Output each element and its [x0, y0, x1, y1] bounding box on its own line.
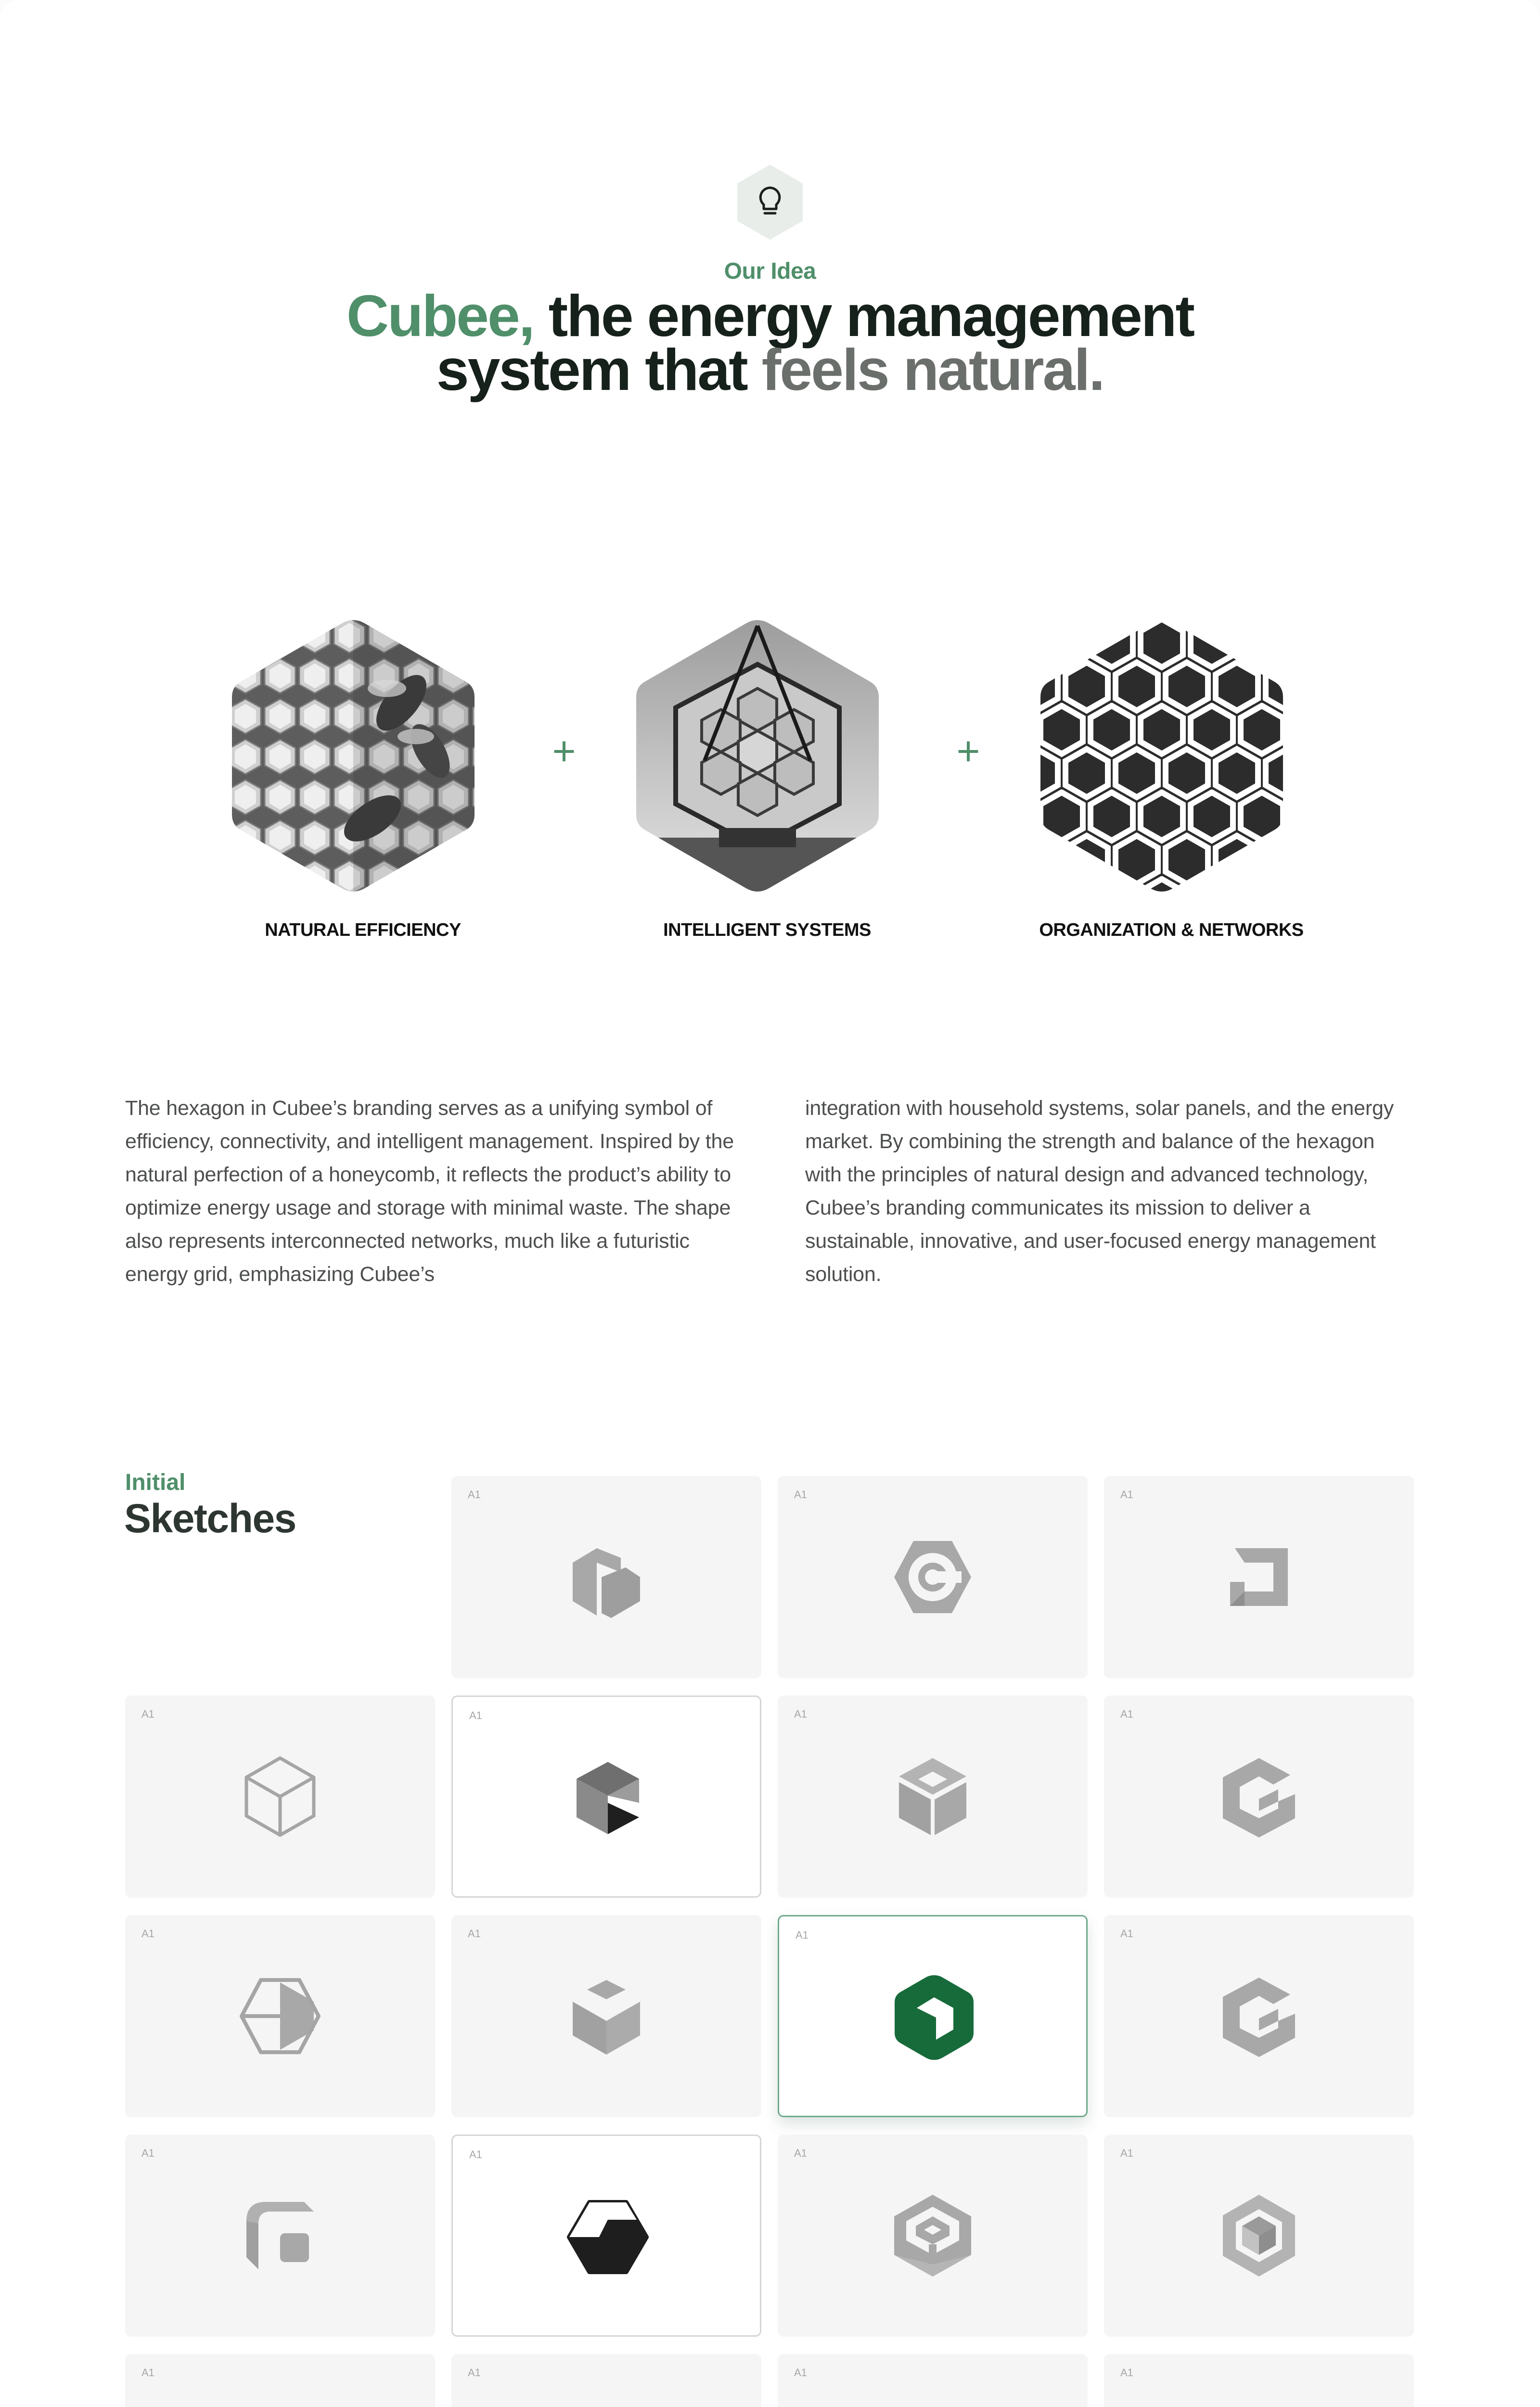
tile-tag: A1 [1120, 1928, 1133, 1940]
headline-main: the energy management system that [436, 283, 1194, 402]
sketch-tile[interactable] [778, 1476, 1088, 1678]
sketch-tile[interactable] [778, 2354, 1088, 2407]
tile-tag: A1 [468, 2367, 481, 2379]
headline-accent: Cubee, [346, 283, 534, 349]
pillar-label: ORGANIZATION & NETWORKS [1039, 920, 1304, 940]
plus-sign: + [552, 728, 576, 774]
pillar-label: INTELLIGENT SYSTEMS [663, 920, 871, 940]
sketch-tile[interactable] [451, 1695, 761, 1898]
section-eyebrow: Our Idea [724, 259, 816, 284]
rounded-block-icon [232, 2187, 328, 2284]
tile-tag: A1 [1120, 1708, 1133, 1720]
hex-maze-icon [885, 2187, 981, 2284]
tile-tag: A1 [469, 1709, 482, 1721]
sketch-tile[interactable] [451, 2135, 761, 2337]
cubee-final-logo-icon [886, 1969, 982, 2066]
folded-block-icon [558, 1529, 654, 1625]
sketch-tile[interactable] [1104, 1915, 1414, 2117]
hex-cube-outline-icon [232, 1968, 328, 2064]
isometric-ring-icon [1211, 2187, 1307, 2284]
telescope-mirror-photo [632, 616, 883, 895]
sketch-tile[interactable] [1104, 1695, 1414, 1898]
tile-tag: A1 [468, 1488, 481, 1501]
tile-tag: A1 [1120, 2147, 1133, 2159]
open-cube-icon [885, 1748, 981, 1845]
tile-tag: A1 [1120, 1488, 1133, 1501]
sketch-tile[interactable] [125, 2354, 435, 2407]
hex-g-icon [1211, 1968, 1307, 2064]
cube-play-icon [560, 1750, 656, 1846]
headline-muted: feels natural. [761, 337, 1104, 402]
honeycomb-bees-photo [228, 616, 478, 895]
cube-stack-icon [558, 1968, 654, 2064]
plus-sign: + [956, 728, 980, 774]
sketches-title: Sketches [124, 1496, 296, 1541]
page-title [289, 283, 1251, 402]
tile-tag: A1 [794, 1488, 807, 1501]
sketch-tile[interactable] [125, 1695, 435, 1898]
body-copy-right: integration with household systems, solar panels, and the energy market. By combining the strength and balance of the hexagon with the principles of natural design and advanced technology, Cubee’s branding communicates its mission to deliver a sustainable, innovative, and user-focused energy management solution. [805, 1097, 1394, 1286]
sketch-tile[interactable] [125, 1915, 435, 2117]
hex-g-icon [1211, 1748, 1307, 1845]
sketch-tile[interactable] [451, 1476, 761, 1678]
pillar-label: NATURAL EFFICIENCY [265, 920, 461, 940]
tile-tag: A1 [141, 2367, 154, 2379]
tile-tag: A1 [469, 2148, 482, 2161]
sketch-tile[interactable] [778, 2135, 1088, 2337]
tile-tag: A1 [141, 2147, 154, 2159]
lightbulb-icon [735, 164, 805, 241]
cube-outline-icon [232, 1748, 328, 1845]
pillar-natural-efficiency [228, 616, 498, 941]
tile-tag: A1 [794, 2367, 807, 2379]
tile-tag: A1 [1120, 2367, 1133, 2379]
sketch-tile[interactable] [451, 1915, 761, 2117]
sketch-tile[interactable] [1104, 1476, 1414, 1678]
sketch-tile-selected[interactable] [778, 1915, 1088, 2117]
tile-tag: A1 [794, 2147, 807, 2159]
sketch-tile[interactable] [1104, 2135, 1414, 2337]
sketch-tile[interactable] [451, 2354, 761, 2407]
sketch-tile[interactable] [125, 2135, 435, 2337]
pillar-intelligent-systems [632, 616, 902, 941]
hexagon-c-icon [885, 1529, 981, 1625]
pillar-organization-networks [1037, 616, 1306, 941]
body-copy-left: The hexagon in Cubee’s branding serves as a unifying symbol of efficiency, connectivity, and intelligent management. Inspired by the natural perfection of a honeycomb, it reflects the product’s ability to optimize energy usage and storage with minimal waste. The shape also represents interconnected networks, much like a futuristic energy grid, emphasizing Cubee’s [125, 1097, 734, 1286]
dark-hexagon-icon [560, 2189, 656, 2285]
sketch-tile[interactable] [1104, 2354, 1414, 2407]
tile-tag: A1 [141, 1928, 154, 1940]
sketch-tile[interactable] [778, 1695, 1088, 1898]
tile-tag: A1 [794, 1708, 807, 1720]
square-outline-icon [1211, 1529, 1307, 1625]
tile-tag: A1 [468, 1928, 481, 1940]
sketches-eyebrow: Initial [125, 1470, 186, 1495]
hexagon-pattern [1037, 616, 1287, 895]
tile-tag: A1 [141, 1708, 154, 1720]
tile-tag: A1 [796, 1929, 808, 1941]
